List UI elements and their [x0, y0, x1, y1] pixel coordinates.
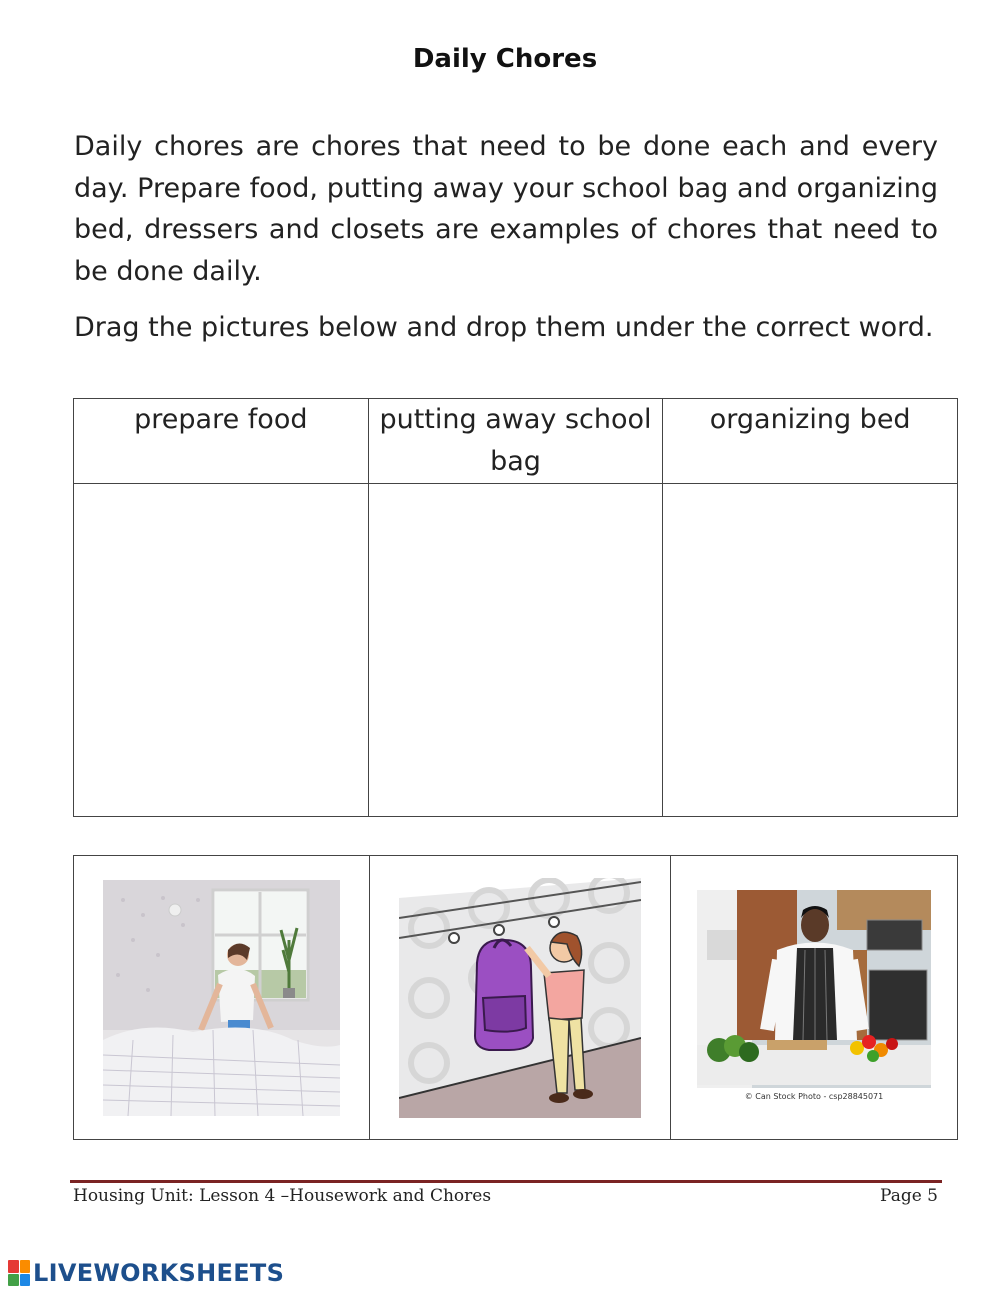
- photo-caption: © Can Stock Photo - csp28845071: [744, 1092, 884, 1101]
- column-header-prepare-food: prepare food: [74, 399, 369, 484]
- man-preparing-food-picture[interactable]: [697, 890, 931, 1105]
- woman-making-bed-picture[interactable]: [103, 880, 340, 1116]
- drop-zone-prepare-food[interactable]: [74, 484, 369, 817]
- picture-bank-row: [74, 856, 958, 1140]
- drop-table-header-row: [74, 399, 958, 484]
- intro-paragraph: Daily chores are chores that need to be done each and every day. Prepare food, putting away your school bag and organizing bed, dressers and closets are examples of chores that need to be done daily.: [74, 131, 938, 287]
- footer-divider: [70, 1180, 942, 1183]
- page-title: Daily Chores: [412, 44, 598, 74]
- picture-cell: [370, 856, 671, 1140]
- liveworksheets-logo: [8, 1258, 284, 1288]
- logo-square: [8, 1260, 19, 1273]
- drop-table-row: [74, 484, 958, 817]
- column-header-putting-away-school-bag: putting away school bag: [368, 399, 663, 484]
- liveworksheets-logo-mark: [8, 1260, 30, 1286]
- drop-zone-organizing-bed[interactable]: [663, 484, 958, 817]
- drop-table: [73, 398, 958, 817]
- instruction-text: Drag the pictures below and drop them under the correct word.: [74, 312, 934, 343]
- picture-cell: [74, 856, 370, 1140]
- logo-square: [20, 1274, 31, 1287]
- footer-page-number: Page 5: [880, 1186, 938, 1206]
- column-header-organizing-bed: organizing bed: [663, 399, 958, 484]
- picture-bank: [73, 855, 958, 1140]
- logo-square: [20, 1260, 31, 1273]
- picture-cell: [671, 856, 958, 1140]
- drop-zone-putting-away-school-bag[interactable]: [368, 484, 663, 817]
- liveworksheets-logo-text: LIVEWORKSHEETS: [33, 1259, 285, 1287]
- logo-square: [8, 1274, 19, 1287]
- girl-hanging-school-bag-picture[interactable]: [399, 878, 641, 1118]
- footer-lesson: Housing Unit: Lesson 4 –Housework and Chores: [73, 1186, 492, 1206]
